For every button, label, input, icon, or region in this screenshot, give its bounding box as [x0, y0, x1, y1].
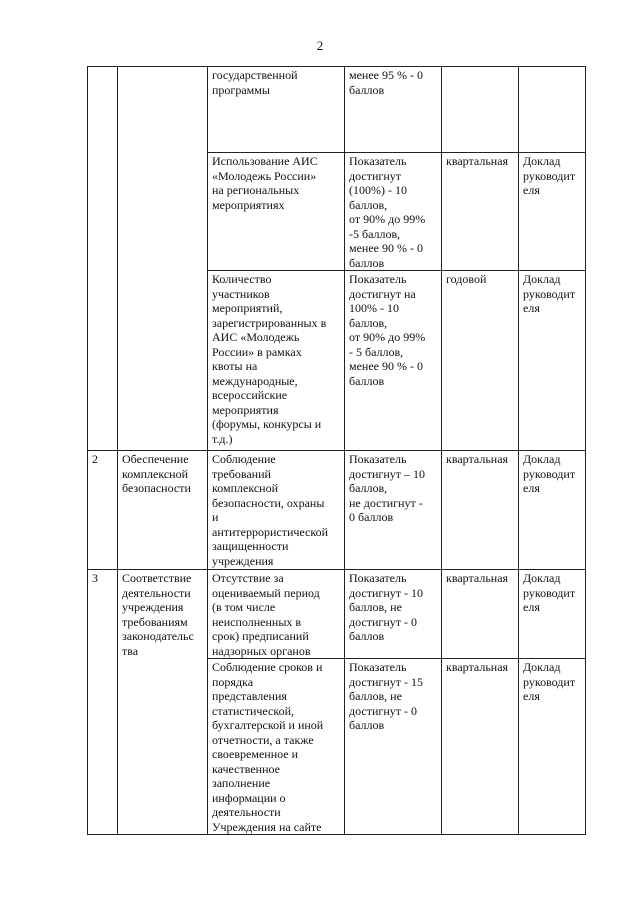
- scoring-cell: Показатель достигнут - 15 баллов, не достигнут - 0 баллов: [345, 659, 442, 835]
- criteria-table: [87, 66, 586, 835]
- scoring-cell: Показатель достигнут на 100% - 10 баллов, от 90% до 99% - 5 баллов, менее 90 % - 0 баллов: [345, 271, 442, 451]
- area-cell: [118, 67, 208, 451]
- period-cell: годовой: [442, 271, 519, 451]
- scoring-cell: менее 95 % - 0 баллов: [345, 67, 442, 153]
- area-cell: Обеспечение комплексной безопасности: [118, 451, 208, 570]
- report-cell: Доклад руководит еля: [519, 153, 586, 271]
- area-cell: Соответствие деятельности учреждения требованиям законодательс тва: [118, 570, 208, 835]
- row-number-cell: 3: [88, 570, 118, 835]
- report-cell: Доклад руководит еля: [519, 451, 586, 570]
- report-cell: Доклад руководит еля: [519, 570, 586, 659]
- period-cell: квартальная: [442, 153, 519, 271]
- report-cell: [519, 67, 586, 153]
- criterion-cell: Количество участников мероприятий, зарегистрированных в АИС «Молодежь России» в рамках квоты на международные, всероссийские мероприятия (форумы, конкурсы и т.д.): [208, 271, 345, 451]
- report-cell: Доклад руководит еля: [519, 659, 586, 835]
- period-cell: квартальная: [442, 451, 519, 570]
- scoring-cell: Показатель достигнут - 10 баллов, не достигнут - 0 баллов: [345, 570, 442, 659]
- scoring-cell: Показатель достигнут (100%) - 10 баллов, от 90% до 99% -5 баллов, менее 90 % - 0 баллов: [345, 153, 442, 271]
- page-number: 2: [316, 38, 324, 53]
- period-cell: [442, 67, 519, 153]
- report-cell: Доклад руководит еля: [519, 271, 586, 451]
- table-row: [88, 570, 586, 659]
- criterion-cell: государственной программы: [208, 67, 345, 153]
- criterion-cell: Соблюдение сроков и порядка представления статистической, бухгалтерской и иной отчетности, а также своевременное и качественное заполнение информации о деятельности Учреждения на сайте: [208, 659, 345, 835]
- criterion-cell: Отсутствие за оцениваемый период (в том числе неисполненных в срок) предписаний надзорных органов: [208, 570, 345, 659]
- period-cell: квартальная: [442, 570, 519, 659]
- row-number-cell: [88, 67, 118, 451]
- period-cell: квартальная: [442, 659, 519, 835]
- row-number-cell: 2: [88, 451, 118, 570]
- table-row: [88, 451, 586, 570]
- criterion-cell: Соблюдение требований комплексной безопасности, охраны и антитеррористической защищенности учреждения: [208, 451, 345, 570]
- scoring-cell: Показатель достигнут – 10 баллов, не достигнут - 0 баллов: [345, 451, 442, 570]
- table-row: [88, 67, 586, 153]
- criterion-cell: Использование АИС «Молодежь России» на региональных мероприятиях: [208, 153, 345, 271]
